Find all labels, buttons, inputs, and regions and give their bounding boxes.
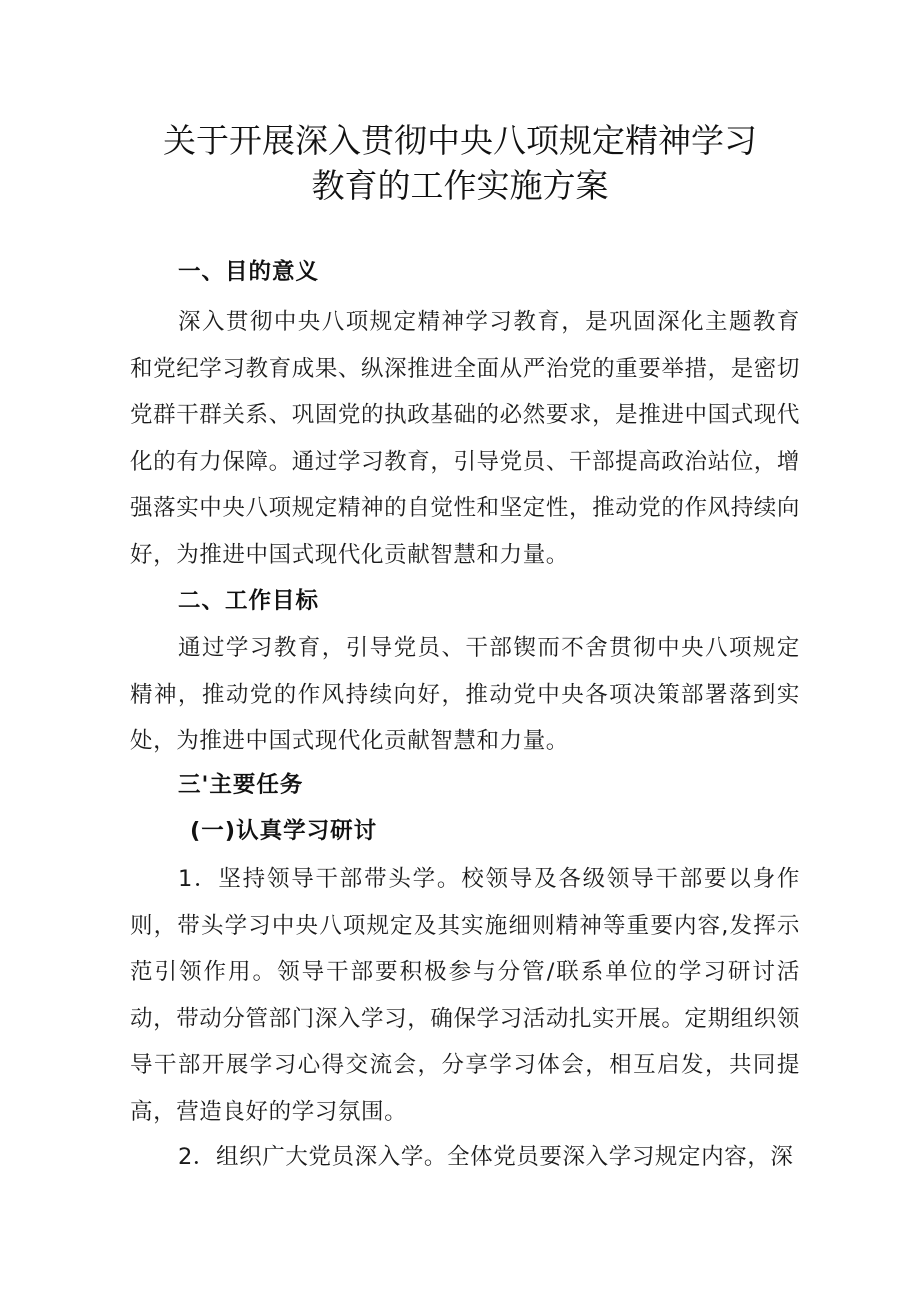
document-title-line-1: 关于开展深入贯彻中央八项规定精神学习: [163, 121, 757, 160]
section-paragraph-purpose: 深入贯彻中央八项规定精神学习教育，是巩固深化主题教育和党纪学习教育成果、纵深推进全面从严治党的重要举措，是密切党群干群关系、巩固党的执政基础的必然要求，是推进中国式现代化的有力保障。通过学习教育，引导党员、干部提高政治站位，增强落实中央八项规定精神的自觉性和坚定性，推动党的作风持续向好，为推进中国式现代化贡献智慧和力量。: [130, 309, 800, 568]
subsection-heading-study: (一)认真学习研讨: [190, 818, 378, 844]
task-paragraph-2: 2．组织广大党员深入学。全体党员要深入学习规定内容，深: [178, 1144, 794, 1170]
section-paragraph-goals: 通过学习教育，引导党员、干部锲而不舍贯彻中央八项规定精神，推动党的作风持续向好，推动党中央各项决策部署落到实处，为推进中国式现代化贡献智慧和力量。: [130, 635, 800, 755]
task-paragraph-1: 1．坚持领导干部带头学。校领导及各级领导干部要以身作则，带头学习中央八项规定及其实施细则精神等重要内容,发挥示范引领作用。领导干部要积极参与分管/联系单位的学习研讨活动，带动分管部门深入学习，确保学习活动扎实开展。定期组织领导干部开展学习心得交流会，分享学习体会，相互启发，共同提高，营造良好的学习氛围。: [130, 866, 800, 1125]
section-heading-tasks: 三'主要任务: [178, 772, 304, 798]
document-title-line-2: 教育的工作实施方案: [311, 166, 609, 205]
section-heading-goals: 二、工作目标: [178, 588, 320, 614]
section-heading-purpose: 一、目的意义: [178, 259, 320, 285]
